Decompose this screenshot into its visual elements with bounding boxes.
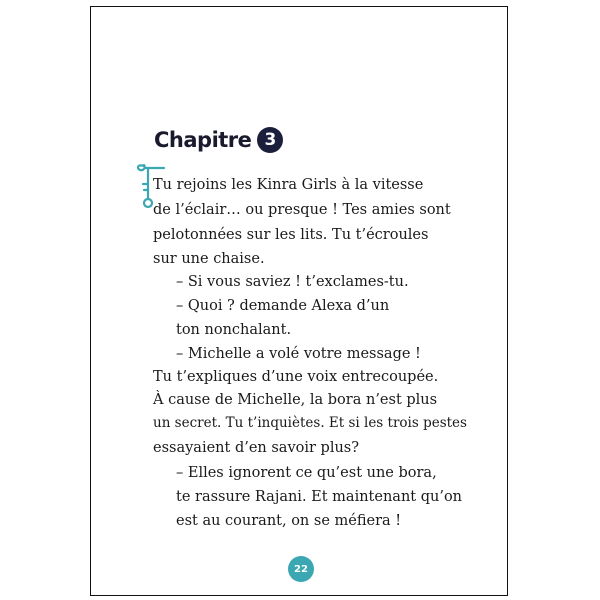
body-line-3: pelotonnées sur les lits. Tu t’écroules xyxy=(153,227,429,243)
page-number-badge: 22 xyxy=(288,556,314,582)
body-line-7: ton nonchalant. xyxy=(176,322,292,338)
body-line-12: essayaient d’en savoir plus? xyxy=(153,440,360,456)
chapter-title: Chapitre xyxy=(154,127,252,152)
body-line-15: est au courant, on se méfiera ! xyxy=(176,513,402,529)
body-line-8: – Michelle a volé votre message ! xyxy=(176,346,421,362)
chapter-heading xyxy=(154,127,283,153)
body-line-5: – Si vous saviez ! t’exclames-tu. xyxy=(176,274,409,290)
body-line-13: – Elles ignorent ce qu’est une bora, xyxy=(176,465,437,481)
body-line-2: de l’éclair… ou presque ! Tes amies sont xyxy=(153,202,451,218)
body-line-11: un secret. Tu t’inquiètes. Et si les trois pestes xyxy=(153,415,467,431)
body-line-14: te rassure Rajani. Et maintenant qu’on xyxy=(176,489,463,505)
body-line-9: Tu t’expliques d’une voix entrecoupée. xyxy=(153,369,439,385)
chapter-number-badge: 3 xyxy=(257,127,283,153)
body-line-10: À cause de Michelle, la bora n’est plus xyxy=(153,392,438,408)
body-line-1: Tu rejoins les Kinra Girls à la vitesse xyxy=(153,177,424,193)
body-line-4: sur une chaise. xyxy=(153,251,265,267)
body-line-6: – Quoi ? demande Alexa d’un xyxy=(176,298,390,314)
